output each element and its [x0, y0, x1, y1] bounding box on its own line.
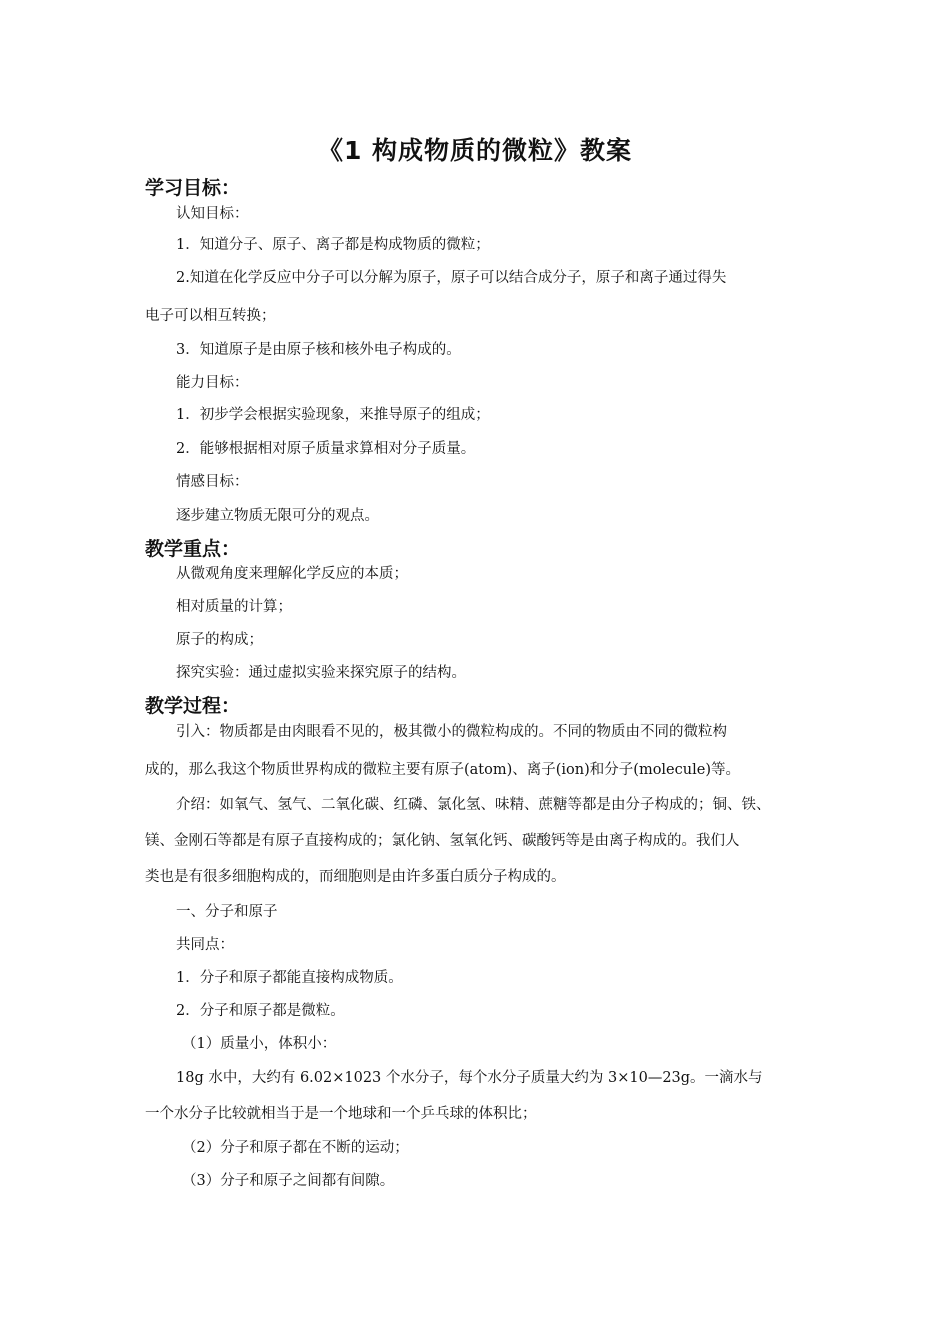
- paragraph: 1．知道分子、原子、离子都是构成物质的微粒；: [176, 237, 490, 253]
- document-title: 《1 构成物质的微粒》教案: [317, 136, 633, 165]
- paragraph: 成的，那么我这个物质世界构成的微粒主要有原子(atom)、离子(ion)和分子(molecule)等。: [145, 762, 740, 778]
- paragraph: 共同点：: [176, 937, 234, 953]
- paragraph: 引入：物质都是由肉眼看不见的，极其微小的微粒构成的。不同的物质由不同的微粒构: [176, 724, 727, 740]
- paragraph: 2．分子和原子都是微粒。: [176, 1003, 345, 1019]
- section-heading-focus: 教学重点：: [145, 538, 241, 560]
- paragraph: 介绍：如氧气、氢气、二氧化碳、红磷、氯化氢、味精、蔗糖等都是由分子构成的；铜、铁、: [176, 797, 771, 813]
- paragraph: 情感目标：: [176, 474, 249, 490]
- paragraph: 能力目标：: [176, 375, 249, 391]
- paragraph: 一、分子和原子: [176, 904, 278, 920]
- paragraph: 探究实验：通过虚拟实验来探究原子的结构。: [176, 665, 466, 681]
- paragraph: 2.知道在化学反应中分子可以分解为原子，原子可以结合成分子，原子和离子通过得失: [176, 270, 727, 286]
- paragraph: 2．能够根据相对原子质量求算相对分子质量。: [176, 441, 476, 457]
- paragraph: （1）质量小，体积小：: [182, 1036, 337, 1052]
- paragraph: 认知目标：: [176, 206, 249, 222]
- paragraph: 1．初步学会根据实验现象，来推导原子的组成；: [176, 407, 490, 423]
- paragraph: 相对质量的计算；: [176, 599, 292, 615]
- paragraph: 电子可以相互转换；: [145, 308, 276, 324]
- paragraph: 18g 水中，大约有 6.02×1023 个水分子，每个水分子质量大约为 3×10—23g。一滴水与: [176, 1070, 763, 1086]
- section-heading-goals: 学习目标：: [145, 177, 241, 199]
- paragraph: 镁、金刚石等都是有原子直接构成的；氯化钠、氢氧化钙、碳酸钙等是由离子构成的。我们人: [145, 833, 740, 849]
- paragraph: 从微观角度来理解化学反应的本质；: [176, 566, 408, 582]
- paragraph: 逐步建立物质无限可分的观点。: [176, 508, 379, 524]
- section-heading-process: 教学过程：: [145, 695, 241, 717]
- paragraph: 原子的构成；: [176, 632, 263, 648]
- paragraph: 一个水分子比较就相当于是一个地球和一个乒乓球的体积比；: [145, 1106, 537, 1122]
- paragraph: 类也是有很多细胞构成的，而细胞则是由许多蛋白质分子构成的。: [145, 869, 566, 885]
- paragraph: （2）分子和原子都在不断的运动；: [182, 1140, 409, 1156]
- paragraph: 3．知道原子是由原子核和核外电子构成的。: [176, 342, 461, 358]
- paragraph: 1．分子和原子都能直接构成物质。: [176, 970, 403, 986]
- paragraph: （3）分子和原子之间都有间隙。: [182, 1173, 395, 1189]
